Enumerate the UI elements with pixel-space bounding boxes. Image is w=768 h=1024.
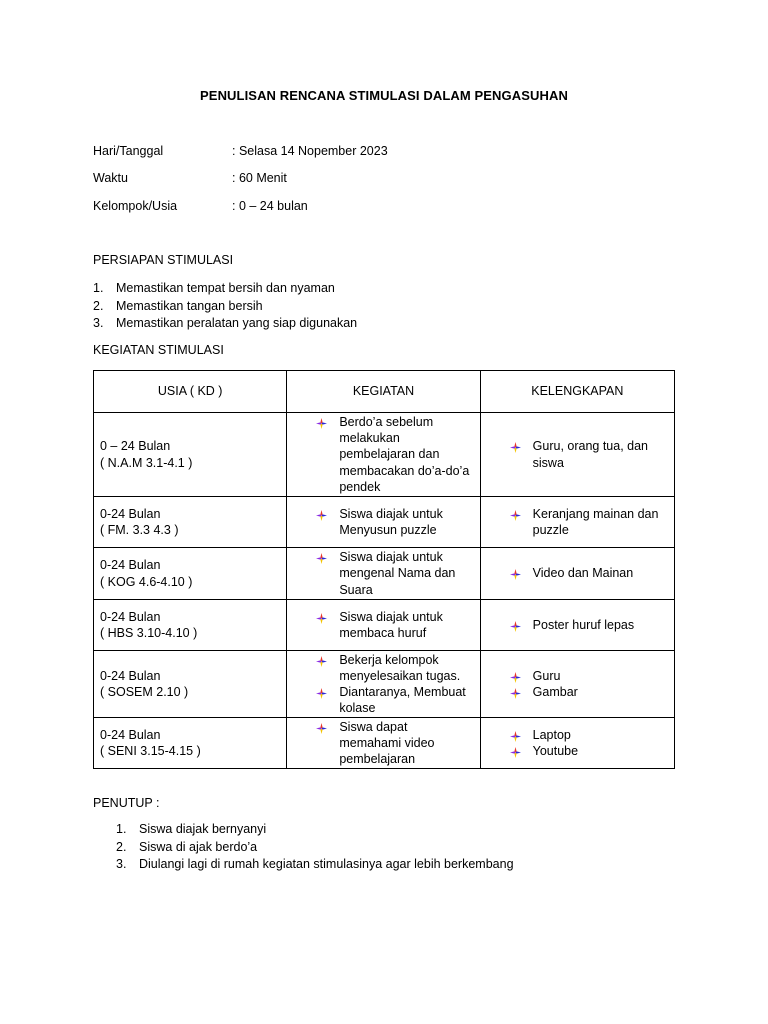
list-text: Memastikan tempat bersih dan nyaman — [116, 281, 335, 295]
cell-usia — [94, 651, 287, 718]
usia-text-line: ( FM. 3.3 4.3 ) — [100, 523, 179, 537]
document-title: PENULISAN RENCANA STIMULASI DALAM PENGASUHAN — [200, 88, 568, 103]
list-text: Siswa diajak bernyanyi — [139, 822, 267, 836]
bullet-item — [481, 684, 670, 700]
bullet-list — [481, 617, 674, 633]
usia-text-line: ( HBS 3.10-4.10 ) — [100, 626, 198, 640]
bullet-item — [481, 617, 670, 633]
cell-kelengkapan — [480, 718, 674, 769]
bullet-text-line: Video dan Mainan — [532, 566, 634, 581]
cell-kelengkapan — [480, 548, 674, 600]
bullet-item — [287, 414, 475, 495]
list-number: 3. — [93, 316, 104, 330]
list-number: 1. — [116, 822, 127, 836]
cell-kegiatan — [287, 718, 480, 769]
table-row — [94, 497, 675, 548]
bullet-item — [287, 506, 475, 538]
cell-kelengkapan — [480, 600, 674, 651]
cell-usia — [94, 497, 287, 548]
bullet-item — [287, 549, 475, 598]
list-text: Siswa di ajak berdo’a — [139, 839, 258, 854]
usia-text-line: 0-24 Bulan — [100, 668, 161, 683]
list-number: 1. — [93, 281, 104, 295]
bullet-item — [481, 727, 670, 743]
table-row — [94, 413, 675, 497]
four-color-bullet-icon — [510, 746, 521, 757]
cell-kegiatan — [287, 651, 480, 718]
bullet-text-line: pendek — [339, 479, 381, 494]
cell-usia — [94, 600, 287, 651]
bullet-text-line: mengenal Nama dan — [339, 566, 456, 581]
four-color-bullet-icon — [510, 441, 521, 452]
bullet-text-line: Bekerja kelompok — [339, 652, 439, 667]
bullet-text-line: Keranjang mainan dan — [532, 506, 659, 521]
bullet-text-line: Guru — [532, 668, 561, 683]
bullet-text-line: Diantaranya, Membuat — [339, 685, 466, 699]
four-color-bullet-icon — [510, 687, 521, 698]
info-value: : Selasa 14 Nopember 2023 — [232, 144, 388, 158]
bullet-text-line: Laptop — [532, 727, 571, 742]
cell-kelengkapan — [480, 651, 674, 718]
bullet-list — [481, 727, 674, 759]
usia-text-line: ( SOSEM 2.10 ) — [100, 685, 189, 699]
bullet-text-line: kolase — [339, 701, 376, 716]
usia-text-line: 0-24 Bulan — [100, 609, 161, 624]
stimulation-table — [93, 370, 675, 769]
bullet-list — [287, 652, 479, 717]
bullet-text-line: Guru, orang tua, dan — [532, 439, 649, 454]
list-number: 2. — [93, 298, 104, 313]
bullet-item — [287, 652, 475, 684]
table-header-row — [94, 371, 675, 413]
bullet-text-line: Menyusun puzzle — [339, 523, 437, 537]
bullet-list — [287, 719, 479, 768]
column-header-kelengkapan: KELENGKAPAN — [480, 371, 674, 413]
info-value: : 0 – 24 bulan — [232, 199, 308, 213]
bullet-text-line: Siswa diajak untuk — [339, 550, 443, 565]
bullet-text-line: melakukan — [339, 431, 400, 446]
list-text: Memastikan tangan bersih — [116, 298, 263, 313]
four-color-bullet-icon — [316, 612, 327, 623]
bullet-item — [287, 719, 475, 768]
four-color-bullet-icon — [510, 509, 521, 520]
cell-kelengkapan — [480, 497, 674, 548]
usia-text-line: 0 – 24 Bulan — [100, 439, 171, 454]
info-label: Waktu — [93, 171, 128, 185]
bullet-list — [287, 506, 479, 538]
bullet-item — [481, 565, 670, 581]
four-color-bullet-icon — [316, 655, 327, 666]
bullet-text-line: Siswa dapat — [339, 719, 408, 734]
list-number: 2. — [116, 839, 127, 854]
bullet-text-line: membaca huruf — [339, 626, 427, 640]
bullet-item — [481, 668, 670, 684]
table-row — [94, 548, 675, 600]
list-text: Memastikan peralatan yang siap digunakan — [116, 316, 358, 330]
four-color-bullet-icon — [316, 722, 327, 733]
bullet-list — [287, 549, 479, 598]
bullet-text-line: siswa — [532, 455, 564, 470]
bullet-text-line: pembelajaran — [339, 752, 416, 767]
bullet-text-line: Suara — [339, 582, 373, 597]
bullet-item — [481, 743, 670, 759]
bullet-text-line: Siswa diajak untuk — [339, 506, 443, 521]
bullet-list — [287, 609, 479, 641]
four-color-bullet-icon — [316, 417, 327, 428]
table-row — [94, 651, 675, 718]
info-label: Kelompok/Usia — [93, 199, 178, 213]
cell-usia — [94, 718, 287, 769]
info-label: Hari/Tanggal — [93, 144, 164, 158]
cell-kelengkapan — [480, 413, 674, 497]
cell-kegiatan — [287, 548, 480, 600]
column-header-kegiatan: KEGIATAN — [287, 371, 480, 413]
info-value: : 60 Menit — [232, 171, 287, 185]
usia-text-line: ( SENI 3.15-4.15 ) — [100, 744, 201, 758]
usia-text-line: 0-24 Bulan — [100, 727, 161, 742]
bullet-list — [481, 506, 674, 538]
four-color-bullet-icon — [316, 509, 327, 520]
cell-usia — [94, 413, 287, 497]
cell-kegiatan — [287, 413, 480, 497]
bullet-text-line: memahami video — [339, 735, 435, 750]
penutup-heading: PENUTUP : — [93, 796, 160, 810]
usia-text-line: ( KOG 4.6-4.10 ) — [100, 574, 193, 589]
bullet-list — [287, 414, 479, 495]
bullet-item — [481, 438, 670, 470]
four-color-bullet-icon — [316, 687, 327, 698]
bullet-text-line: Siswa diajak untuk — [339, 609, 443, 624]
bullet-text-line: membacakan do’a-do’a — [339, 463, 470, 478]
cell-kegiatan — [287, 497, 480, 548]
cell-kegiatan — [287, 600, 480, 651]
four-color-bullet-icon — [510, 568, 521, 579]
kegiatan-heading: KEGIATAN STIMULASI — [93, 343, 224, 357]
bullet-text-line: Poster huruf lepas — [532, 617, 635, 632]
usia-text-line: 0-24 Bulan — [100, 558, 161, 573]
table-row — [94, 718, 675, 769]
table-row — [94, 600, 675, 651]
bullet-list — [481, 668, 674, 700]
bullet-text-line: Youtube — [532, 744, 579, 758]
list-text: Diulangi lagi di rumah kegiatan stimulasinya agar lebih berkembang — [139, 857, 514, 871]
bullet-item — [287, 609, 475, 641]
bullet-text-line: puzzle — [532, 523, 569, 537]
list-number: 3. — [116, 857, 127, 871]
four-color-bullet-icon — [510, 620, 521, 631]
persiapan-heading: PERSIAPAN STIMULASI — [93, 253, 234, 267]
bullet-text-line: pembelajaran dan — [339, 447, 440, 462]
bullet-text-line: Gambar — [532, 685, 578, 699]
four-color-bullet-icon — [510, 671, 521, 682]
column-header-usia: USIA ( KD ) — [94, 371, 287, 413]
four-color-bullet-icon — [316, 552, 327, 563]
usia-text-line: ( N.A.M 3.1-4.1 ) — [100, 455, 193, 470]
cell-usia — [94, 548, 287, 600]
bullet-list — [481, 438, 674, 470]
bullet-text-line: menyelesaikan tugas. — [339, 668, 461, 683]
usia-text-line: 0-24 Bulan — [100, 506, 161, 521]
bullet-item — [287, 684, 475, 716]
four-color-bullet-icon — [510, 730, 521, 741]
bullet-item — [481, 506, 670, 538]
bullet-text-line: Berdo’a sebelum — [339, 414, 434, 429]
bullet-list — [481, 565, 674, 581]
